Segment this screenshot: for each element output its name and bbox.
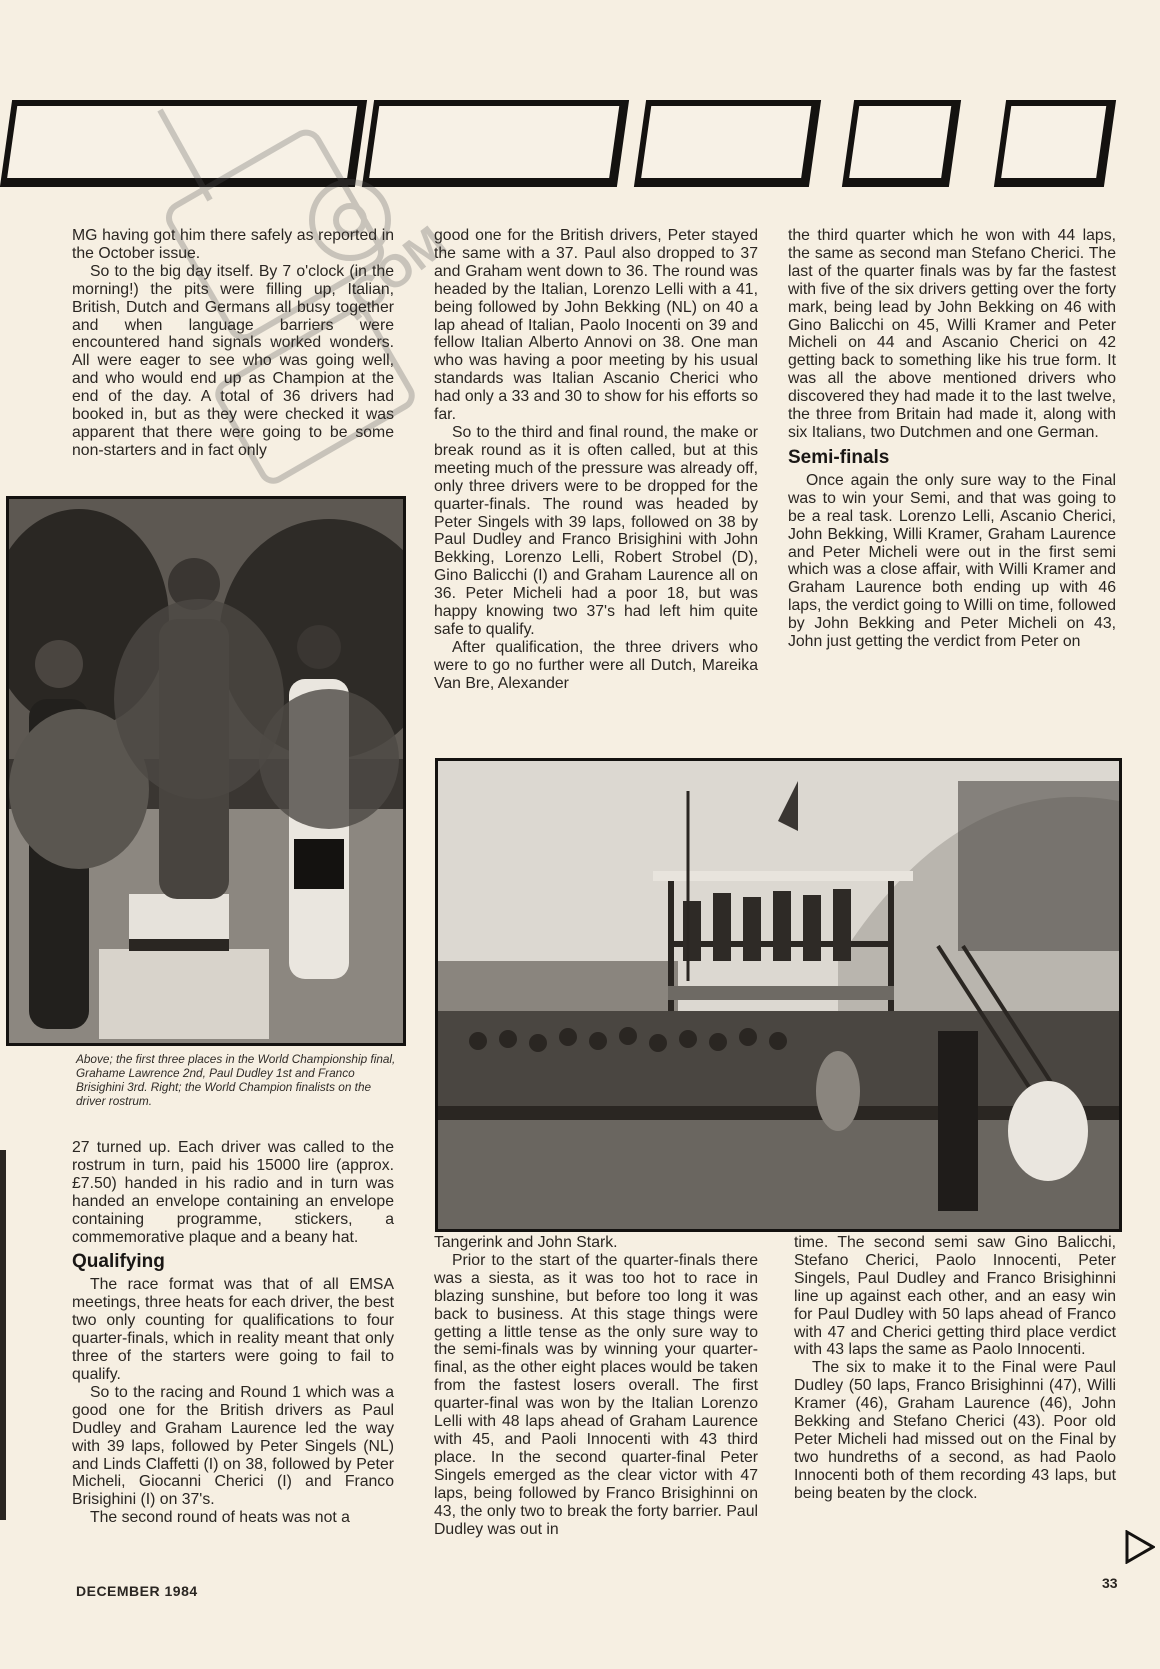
page-edge-bar [0,1150,6,1520]
header-box-4 [842,100,961,187]
podium-photo [6,496,406,1046]
header-box-3 [634,100,821,187]
column-1-top [72,227,394,460]
paragraph: time. The second semi saw Gino Balicchi, Stefano Cherici, Paolo Innocenti, Peter Singels, Paul Dudley and Franco Brisighinni line up against each other, and an easy win for Paul Dudley with 50 laps ahead of Franco with 47 and Cherici getting third place verdict with 43 laps the same as Paolo Innocenti. [794,1234,1116,1359]
watermark-text: .COM [328,215,456,331]
column-3-top [788,227,1116,651]
continue-arrow-icon [1125,1530,1155,1564]
paragraph: So to the third and final round, the make or break round as it is often called, but at this meeting much of the pressure was already off, only three drivers were to be dropped for the quarter-finals. The round was headed by Peter Singels with 39 laps, followed on 38 by Paul Dudley and Franco Brisighini with John Bekking, Lorenzo Lelli, Robert Strobel (D), Gino Balicchi (I) and Graham Laurence all on 36. Peter Micheli had a poor 18, but was happy knowing two 37's had left him quite safe to qualify. [434,423,758,638]
page-number: 33 [1102,1575,1118,1591]
column-3-bottom [794,1234,1116,1503]
paragraph: Once again the only sure way to the Final was to win your Semi, and that was going to be a real task. Lorenzo Lelli, Ascanio Cherici, John Bekking, Willi Kramer, Graham Laurence and Peter Micheli were out in the first semi which was a close affair, with Willi Kramer and Graham Laurence both ending up with 46 laps, the verdict going to Willi on time, followed by John Bekking and Peter Micheli on 43, John just getting the verdict from Peter on [788,471,1116,651]
paragraph: Tangerink and John Stark. [434,1234,618,1251]
paragraph: The race format was that of all EMSA meetings, three heats for each driver, the best two only counting for qualifications to four quarter-finals, which in reality meant that only three of the starters were going to fail to qualify. [72,1276,394,1383]
paragraph: After qualification, the three drivers who were to go no further were all Dutch, Mareika Van Bre, Alexander [434,638,758,692]
paragraph: the third quarter which he won with 44 laps, the same as second man Stefano Cherici. The last of the quarter finals was by far the fastest with five of the six drivers getting over the forty mark, being lead by John Bekking on 46 with Gino Balicchi on 45, Willi Kramer and Peter Micheli on 44 and Ascanio Cherici on 42 getting back to something like his true form. It was all the above mentioned drivers who discovered they had made it to the last twelve, the three from Britain had made it, along with six Italians, two Dutchmen and one German. [788,227,1116,441]
paragraph: 27 turned up. Each driver was called to the rostrum in turn, paid his 15000 lire (approx. £7.50) handed in his radio and in turn was handed an envelope containing an envelope containing programme, stickers, a commemorative plaque and a beany hat. [72,1139,394,1246]
column-2-top [434,227,758,693]
issue-date: DECEMBER 1984 [76,1583,198,1599]
paragraph: So to the racing and Round 1 which was a good one for the British drivers as Paul Dudley and Graham Laurence led the way with 39 laps, followed by Peter Singels (NL) and Linds Claffetti (I) on 38, followed by Peter Micheli, Giocanni Cherici (I) and Franco Brisighini (I) on 37's. [72,1383,394,1509]
photo-caption: Above; the first three places in the World Championship final, Grahame Lawrence 2nd, Paul Dudley 1st and Franco Brisighini 3rd. Right; the World Champion finalists on the driver rostrum. [76,1052,396,1108]
column-2-bottom [434,1234,758,1538]
paragraph: So to the big day itself. By 7 o'clock (in the morning!) the pits were filling up, Italian, British, Dutch and Germans all busy together and when language barriers were encountered hand signals worked wonders. All were eager to see who was going well, and who would end up as Champion at the end of the day. A total of 36 drivers had booked in, but as they were checked it was apparent that there were going to be some non-starters and in fact only [72,262,394,459]
heading-qualifying: Qualifying [72,1251,165,1273]
column-1-bottom [72,1139,394,1527]
paragraph: good one for the British drivers, Peter stayed the same with a 37. Paul also dropped to 37 and Graham went down to 36. The round was headed by the Italian, Lorenzo Lelli with a 41, being followed by John Bekking (NL) on 40 a lap ahead of Italian, Paolo Inocenti on 39 and fellow Italian Alberto Annovi on 38. One man who was having a poor meeting by his usual standards was Italian Ascanio Cherici who had only a 33 and 30 to show for his efforts so far. [434,227,758,424]
paragraph: The second round of heats was not a [90,1509,350,1527]
heading-semi-finals: Semi-finals [788,446,890,468]
paragraph: MG having got him there safely as reported in the October issue. [72,227,394,262]
paragraph: Prior to the start of the quarter-finals there was a siesta, as it was too hot to race in blazing sunshine, but before too long it was back to business. At this stage things were getting a little tense as the only sure way to the semi-finals was by winning your quarter-final, as the other eight places would be taken from the fastest losers overall. The first quarter-final was won by the Italian Lorenzo Lelli with 48 laps ahead of Graham Laurence with 45, and Paoli Innocenti with 43 third place. In the second quarter-final Peter Singels emerged as the clear victor with 47 laps, being followed by Franco Brisighinni on 43, the only two to break the forty barrier. Paul Dudley was out in [434,1251,758,1538]
paragraph: The six to make it to the Final were Paul Dudley (50 laps, Franco Brisighinni (47), Willi Kramer (46), Graham Laurence (46), John Bekking and Stefano Cherici (43). Poor old Peter Micheli had missed out on the Final by two hundreths of a second, as had Paolo Innocenti both of them recording 43 laps, but being beaten by the clock. [794,1359,1116,1502]
rostrum-photo [435,758,1122,1232]
header-box-5 [994,100,1116,187]
